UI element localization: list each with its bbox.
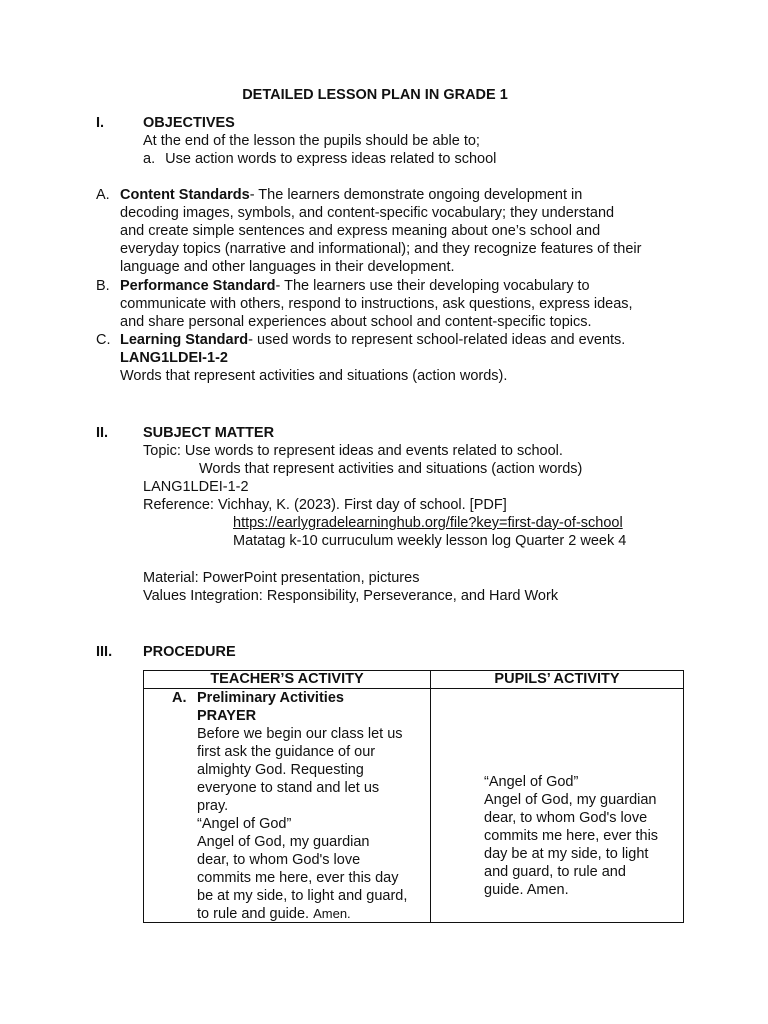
document-title: DETAILED LESSON PLAN IN GRADE 1 — [242, 87, 508, 103]
subject-material: Material: PowerPoint presentation, pictures — [143, 570, 420, 586]
reference-link[interactable]: https://earlygradelearninghub.org/file?key=first-day-of-school — [233, 515, 623, 531]
pupils-line: day be at my side, to light — [484, 846, 649, 862]
teacher-line: commits me here, ever this day — [197, 870, 399, 886]
pupils-line: commits me here, ever this — [484, 828, 659, 844]
pupils-line: and guard, to rule and — [484, 864, 626, 880]
subject-topic-sub: Words that represent activities and situations (action words) — [199, 461, 583, 477]
objectives-intro: At the end of the lesson the pupils should be able to; — [143, 133, 480, 149]
content-standards-line: and create simple sentences and express meaning about one’s school and — [120, 223, 601, 239]
performance-standard-marker: B. — [96, 278, 110, 294]
content-standards-line: decoding images, symbols, and content-specific vocabulary; they understand — [120, 205, 615, 221]
performance-standard — [96, 277, 686, 331]
performance-standard-line: - The learners use their developing vocabulary to — [275, 278, 590, 294]
pupils-activity-cell — [431, 689, 684, 923]
section-numeral-subject-matter: II. — [96, 425, 109, 441]
pupils-line: Angel of God, my guardian — [484, 792, 657, 808]
teacher-line: Angel of God, my guardian — [197, 834, 370, 850]
prayer-heading: PRAYER — [197, 708, 257, 724]
subject-reference: Reference: Vichhay, K. (2023). First day of school. [PDF] — [143, 497, 507, 513]
learning-standard — [96, 331, 686, 385]
pupils-activity-text — [484, 773, 658, 899]
objective-item-marker: a. — [143, 151, 156, 167]
teacher-last-line — [197, 905, 427, 923]
teacher-line: pray. — [197, 798, 229, 814]
teacher-line: dear, to whom God's love — [197, 852, 361, 868]
section-numeral-procedure: III. — [96, 644, 113, 660]
learning-standard-code: LANG1LDEI-1-2 — [120, 350, 228, 366]
subject-topic: Topic: Use words to represent ideas and events related to school. — [143, 443, 563, 459]
column-header-teacher: TEACHER’S ACTIVITY — [144, 671, 431, 689]
learning-standard-line: - used words to represent school-related ideas and events. — [248, 332, 626, 348]
subject-reference-2: Matatag k-10 curruculum weekly lesson log Quarter 2 week 4 — [233, 533, 627, 549]
preliminary-marker: A. — [172, 690, 187, 706]
section-heading-subject-matter: SUBJECT MATTER — [143, 425, 275, 441]
performance-standard-line: communicate with others, respond to instructions, ask questions, express ideas, — [120, 296, 633, 312]
procedure-table — [143, 670, 684, 923]
content-standards-line: everyday topics (narrative and informational); and they recognize features of their — [120, 241, 642, 257]
pupils-line: guide. Amen. — [484, 882, 569, 898]
pupils-line: dear, to whom God's love — [484, 810, 648, 826]
objective-item-text: Use action words to express ideas related to school — [165, 151, 497, 167]
procedure-table-row — [144, 689, 684, 923]
learning-standard-marker: C. — [96, 332, 111, 348]
teacher-line: almighty God. Requesting — [197, 762, 364, 778]
teacher-amen: Amen. — [313, 906, 351, 921]
performance-standard-label: Performance Standard — [120, 278, 276, 294]
procedure-table-header-row — [144, 671, 684, 689]
learning-standard-note: Words that represent activities and situations (action words). — [120, 368, 508, 384]
teacher-line: “Angel of God” — [197, 816, 292, 832]
content-standards-label: Content Standards — [120, 187, 250, 203]
teacher-line: first ask the guidance of our — [197, 744, 376, 760]
teacher-activity-text — [197, 689, 427, 923]
content-standards-line: language and other languages in their development. — [120, 259, 455, 275]
teacher-line: be at my side, to light and guard, — [197, 888, 408, 904]
learning-standard-label: Learning Standard — [120, 332, 249, 348]
section-numeral-objectives: I. — [96, 115, 105, 131]
subject-values: Values Integration: Responsibility, Perseverance, and Hard Work — [143, 588, 559, 604]
objective-item — [143, 150, 496, 168]
teacher-line: everyone to stand and let us — [197, 780, 380, 796]
teacher-activity-cell — [144, 689, 431, 923]
pupils-line: “Angel of God” — [484, 774, 579, 790]
content-standards-line: - The learners demonstrate ongoing development in — [249, 187, 583, 203]
section-heading-objectives: OBJECTIVES — [143, 115, 235, 131]
content-standards — [96, 186, 686, 276]
column-header-pupils: PUPILS’ ACTIVITY — [431, 671, 684, 689]
performance-standard-line: and share personal experiences about school and content-specific topics. — [120, 314, 592, 330]
teacher-line: Before we begin our class let us — [197, 726, 403, 742]
teacher-line-end: to rule and guide. — [197, 906, 310, 922]
preliminary-heading: Preliminary Activities — [197, 690, 344, 706]
section-heading-procedure: PROCEDURE — [143, 644, 236, 660]
subject-code: LANG1LDEI-1-2 — [143, 479, 249, 495]
content-standards-marker: A. — [96, 187, 110, 203]
